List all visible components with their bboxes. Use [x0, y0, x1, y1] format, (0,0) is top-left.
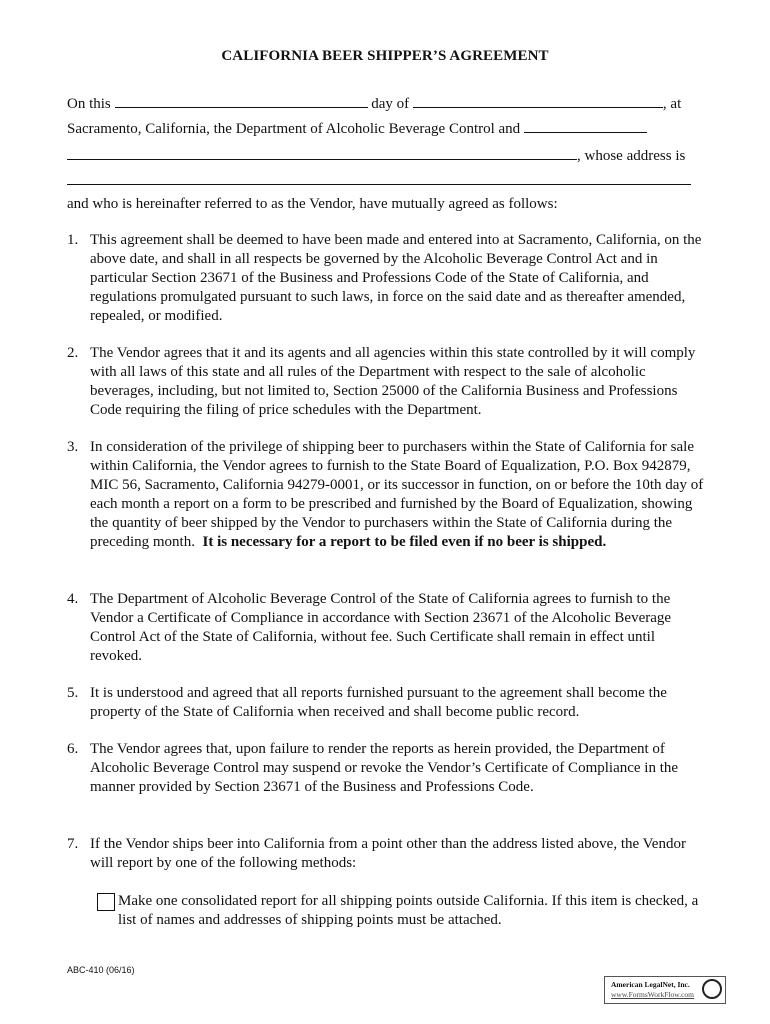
clause-text: The Vendor agrees that it and its agents and all agencies within this state controlled by it will comply with all laws of this state and all rules of the Department with respect to the sale of alcoholic beverages, including, but not limited to, Section 25000 of the California Business and Professions Code requiring the filing of price schedules with the Department.: [90, 345, 696, 418]
consolidated-report-option-text: Make one consolidated report for all shipping points outside California. If this item is checked, a list of names and addresses of shipping points must be attached.: [118, 893, 699, 928]
form-number: ABC-410 (06/16): [67, 965, 135, 975]
clause-1: [67, 231, 707, 326]
clause-text: It is understood and agreed that all reports furnished pursuant to the agreement shall become the property of the State of California when received and shall become public record.: [90, 685, 667, 720]
on-this-label: On this: [67, 96, 111, 112]
parties-text: Sacramento, California, the Department of Alcoholic Beverage Control and: [67, 121, 521, 137]
intro-line-date: [67, 93, 681, 113]
clause-number: 5.: [67, 685, 79, 701]
clause-3: [67, 438, 707, 552]
clause-text: [90, 438, 707, 552]
clause-text: If the Vendor ships beer into California from a point other than the address listed above, the Vendor will report by one of the following methods:: [90, 836, 686, 871]
intro-line-agreement: and who is hereinafter referred to as the Vendor, have mutually agreed as follows:: [67, 196, 558, 212]
consolidated-report-checkbox[interactable]: [97, 893, 115, 911]
clause-number: 6.: [67, 741, 79, 757]
publisher-website-link[interactable]: www.FormsWorkFlow.com: [611, 990, 695, 999]
clause-number: 1.: [67, 232, 79, 248]
document-title: CALIFORNIA BEER SHIPPER’S AGREEMENT: [221, 48, 549, 64]
clause-number: 3.: [67, 439, 79, 455]
clause-number: 4.: [67, 591, 79, 607]
month-year-field[interactable]: [413, 93, 663, 108]
intro-line-address: [67, 170, 691, 190]
clause-text: The Department of Alcoholic Beverage Control of the State of California agrees to furnish to the Vendor a Certificate of Compliance in accordance with Section 23671 of the Alcoholic Beverage Control Act of the State of California, without fee. Such Certificate shall remain in effect until revoked.: [90, 591, 672, 664]
clause-3-body: In consideration of the privilege of shipping beer to purchasers within the State of California for sale within California, the Vendor agrees to furnish to the State Board of Equalization, P.O. Box 942879, MIC 56, Sacramento, California 94279-0001, or its successor in function, on or before the 10th day of each month a report on a form to be prescribed and furnished by the Board of Equalization, showing the quantity of beer shipped by the Vendor to purchasers within the State of California during the preceding month.: [90, 439, 704, 550]
publisher-logo-icon: [702, 979, 722, 999]
publisher-name: American LegalNet, Inc.: [611, 980, 690, 989]
clause-text: The Vendor agrees that, upon failure to render the reports as herein provided, the Department of Alcoholic Beverage Control may suspend or revoke the Vendor’s Certificate of Compliance in the manner provided by Section 23671 of the Business and Professions Code.: [90, 741, 679, 795]
at-label: , at: [662, 96, 682, 112]
clause-4: [67, 590, 707, 666]
clause-3-emphasis: It is necessary for a report to be filed even if no beer is shipped.: [202, 534, 607, 550]
clause-5: [67, 684, 707, 722]
vendor-name-field-b[interactable]: [67, 145, 577, 160]
clause-number: 7.: [67, 836, 79, 852]
day-field[interactable]: [115, 93, 368, 108]
clause-6: [67, 740, 707, 797]
clause-7: [67, 835, 707, 873]
clause-2: [67, 344, 707, 420]
publisher-badge: [604, 976, 726, 1004]
intro-line-vendor: [67, 145, 685, 165]
vendor-address-field[interactable]: [67, 170, 691, 185]
vendor-name-field-a[interactable]: [524, 118, 647, 133]
clause-number: 2.: [67, 345, 79, 361]
whose-address-label: , whose address is: [577, 148, 686, 164]
intro-line-parties: [67, 118, 647, 138]
clause-text: This agreement shall be deemed to have been made and entered into at Sacramento, California, on the above date, and shall in all respects be governed by the Alcoholic Beverage Control Act and in particular Section 23671 of the Business and Professions Code of the State of California, and regulations promulgated pursuant to such laws, in force on the said date and as thereafter amended, repealed, or modified.: [90, 232, 702, 324]
day-of-label: day of: [371, 96, 410, 112]
